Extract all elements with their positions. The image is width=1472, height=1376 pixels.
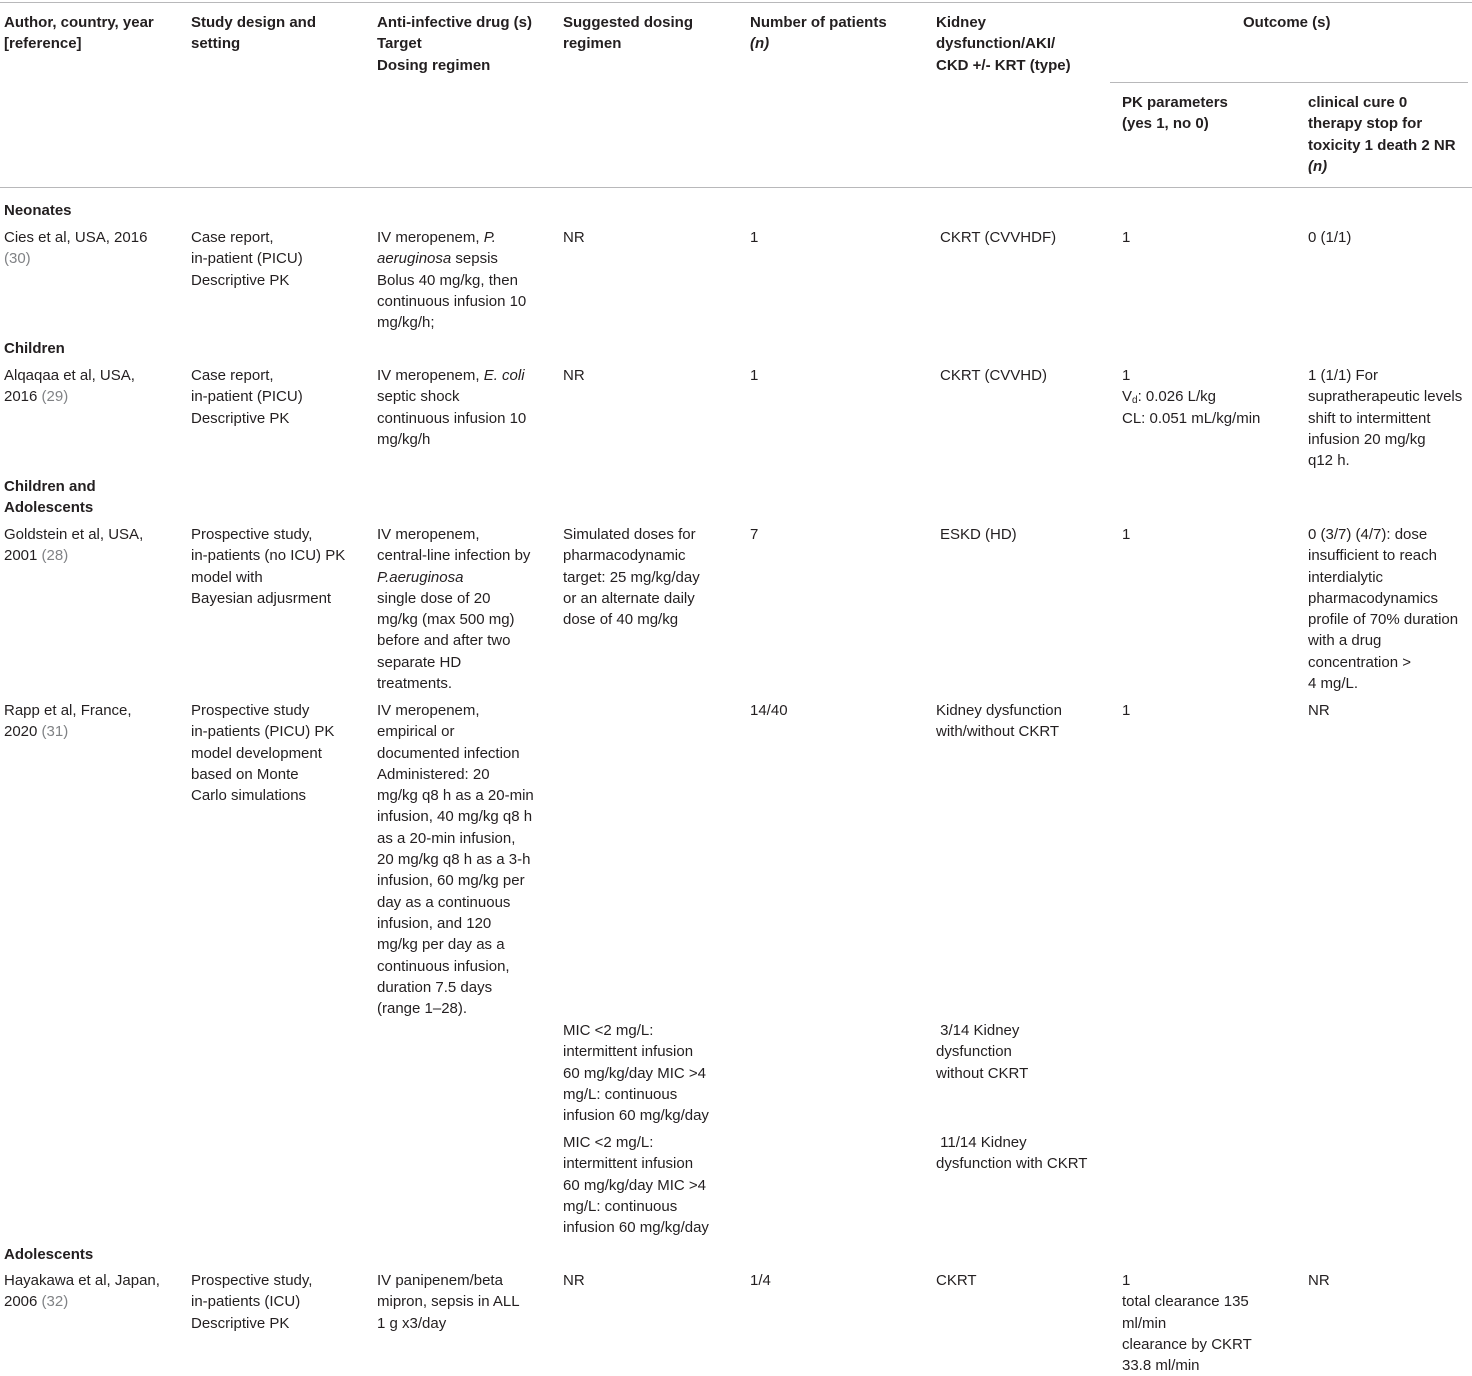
header-bottom-rule	[0, 187, 1472, 188]
alqaqaa-design: Case report, in-patient (PICU) Descriptive PK	[191, 367, 303, 427]
cies-drug: IV meropenem, P. aeruginosa sepsis Bolus 40 mg/kg, then continuous infusion 10 mg/kg/h;	[377, 229, 527, 332]
rapp-sub1-kidney: 3/14 Kidney dysfunction without CKRT	[936, 1022, 1029, 1082]
cies-patients: 1	[750, 229, 759, 246]
rapp-kidney: Kidney dysfunction with/without CKRT	[936, 702, 1062, 741]
outcome-rule	[1110, 82, 1468, 83]
hayakawa-design: Prospective study, in-patients (ICU) Descriptive PK	[191, 1272, 313, 1332]
hayakawa-author: Hayakawa et al, Japan, 2006 (32)	[4, 1272, 160, 1311]
cies-kidney: CKRT (CVVHDF)	[940, 229, 1057, 246]
header-pk: PK parameters (yes 1, no 0)	[1122, 94, 1228, 133]
header-clinical: clinical cure 0 therapy stop for toxicity 1 death 2 NR (n)	[1308, 94, 1456, 175]
goldstein-author: Goldstein et al, USA, 2001 (28)	[4, 526, 144, 565]
rapp-author: Rapp et al, France, 2020 (31)	[4, 702, 132, 741]
cies-dosing: NR	[563, 229, 585, 246]
header-drug: Anti-infective drug (s) Target Dosing regimen	[377, 14, 533, 74]
rapp-design: Prospective study in-patients (PICU) PK model development based on Monte Carlo simulations	[191, 702, 335, 805]
section-children-adolescents: Children and Adolescents	[4, 478, 96, 517]
header-design: Study design and setting	[191, 14, 317, 53]
hayakawa-dosing: NR	[563, 1272, 585, 1289]
alqaqaa-drug: IV meropenem, E. coli septic shock continuous infusion 10 mg/kg/h	[377, 367, 527, 448]
alqaqaa-dosing: NR	[563, 367, 585, 384]
alqaqaa-kidney: CKRT (CVVHD)	[940, 367, 1047, 384]
alqaqaa-pk: 1 $V_d$: 0.026 L/kg CL: 0.051 mL/kg/min	[1122, 367, 1261, 427]
rapp-drug: IV meropenem, empirical or documented infection Administered: 20 mg/kg q8 h as a 20-min infusion, 40 mg/kg q8 h as a 20-min infusion, 20 mg/kg q8 h as a 3-h infusion, 60 mg/kg per day as a continuous infusion, and 120 mg/kg per day as a continuous infusion, duration 7.5 days (range 1–28).	[377, 702, 534, 1018]
goldstein-dosing: Simulated doses for pharmacodynamic target: 25 mg/kg/day or an alternate daily dose of 40 mg/kg	[563, 526, 700, 629]
alqaqaa-author: Alqaqaa et al, USA, 2016 (29)	[4, 367, 135, 406]
goldstein-pk: 1	[1122, 526, 1131, 543]
header-patients: Number of patients (n)	[750, 14, 887, 53]
hayakawa-kidney: CKRT	[936, 1272, 977, 1289]
cies-outcome: 0 (1/1)	[1308, 229, 1352, 246]
section-adolescents: Adolescents	[4, 1246, 94, 1263]
header-author: Author, country, year [reference]	[4, 14, 154, 53]
alqaqaa-patients: 1	[750, 367, 759, 384]
rapp-sub2-dosing: MIC <2 mg/L: intermittent infusion 60 mg/kg/day MIC >4 mg/L: continuous infusion 60 mg/kg/day	[563, 1134, 709, 1237]
cies-pk: 1	[1122, 229, 1131, 246]
rapp-patients: 14/40	[750, 702, 788, 719]
rapp-sub1-dosing: MIC <2 mg/L: intermittent infusion 60 mg/kg/day MIC >4 mg/L: continuous infusion 60 mg/kg/day	[563, 1022, 709, 1125]
goldstein-design: Prospective study, in-patients (no ICU) PK model with Bayesian adjusrment	[191, 526, 346, 607]
goldstein-drug: IV meropenem, central-line infection by P.aeruginosa single dose of 20 mg/kg (max 500 mg) before and after two separate HD treatments.	[377, 526, 531, 693]
cies-design: Case report, in-patient (PICU) Descriptive PK	[191, 229, 303, 289]
rapp-sub2-kidney: 11/14 Kidney dysfunction with CKRT	[936, 1134, 1088, 1173]
section-children: Children	[4, 340, 65, 357]
cies-author: Cies et al, USA, 2016 (30)	[4, 229, 148, 268]
header-dosing: Suggested dosing regimen	[563, 14, 694, 53]
rapp-pk: 1	[1122, 702, 1131, 719]
alqaqaa-outcome: 1 (1/1) For supratherapeutic levels shift to intermittent infusion 20 mg/kg q12 h.	[1308, 367, 1463, 470]
header-kidney: Kidney dysfunction/AKI/ CKD +/- KRT (type)	[936, 14, 1071, 74]
hayakawa-patients: 1/4	[750, 1272, 771, 1289]
top-rule	[0, 2, 1472, 3]
header-outcome: Outcome (s)	[1243, 14, 1331, 31]
goldstein-outcome: 0 (3/7) (4/7): dose insufficient to reach interdialytic pharmacodynamics profile of 70% duration with a drug concentration > 4 mg/L.	[1308, 526, 1459, 693]
hayakawa-drug: IV panipenem/beta mipron, sepsis in ALL 1 g x3/day	[377, 1272, 520, 1332]
goldstein-kidney: ESKD (HD)	[940, 526, 1017, 543]
hayakawa-outcome: NR	[1308, 1272, 1330, 1289]
hayakawa-pk: 1 total clearance 135 ml/min clearance by CKRT 33.8 ml/min	[1122, 1272, 1252, 1375]
section-neonates: Neonates	[4, 202, 72, 219]
rapp-outcome: NR	[1308, 702, 1330, 719]
goldstein-patients: 7	[750, 526, 759, 543]
